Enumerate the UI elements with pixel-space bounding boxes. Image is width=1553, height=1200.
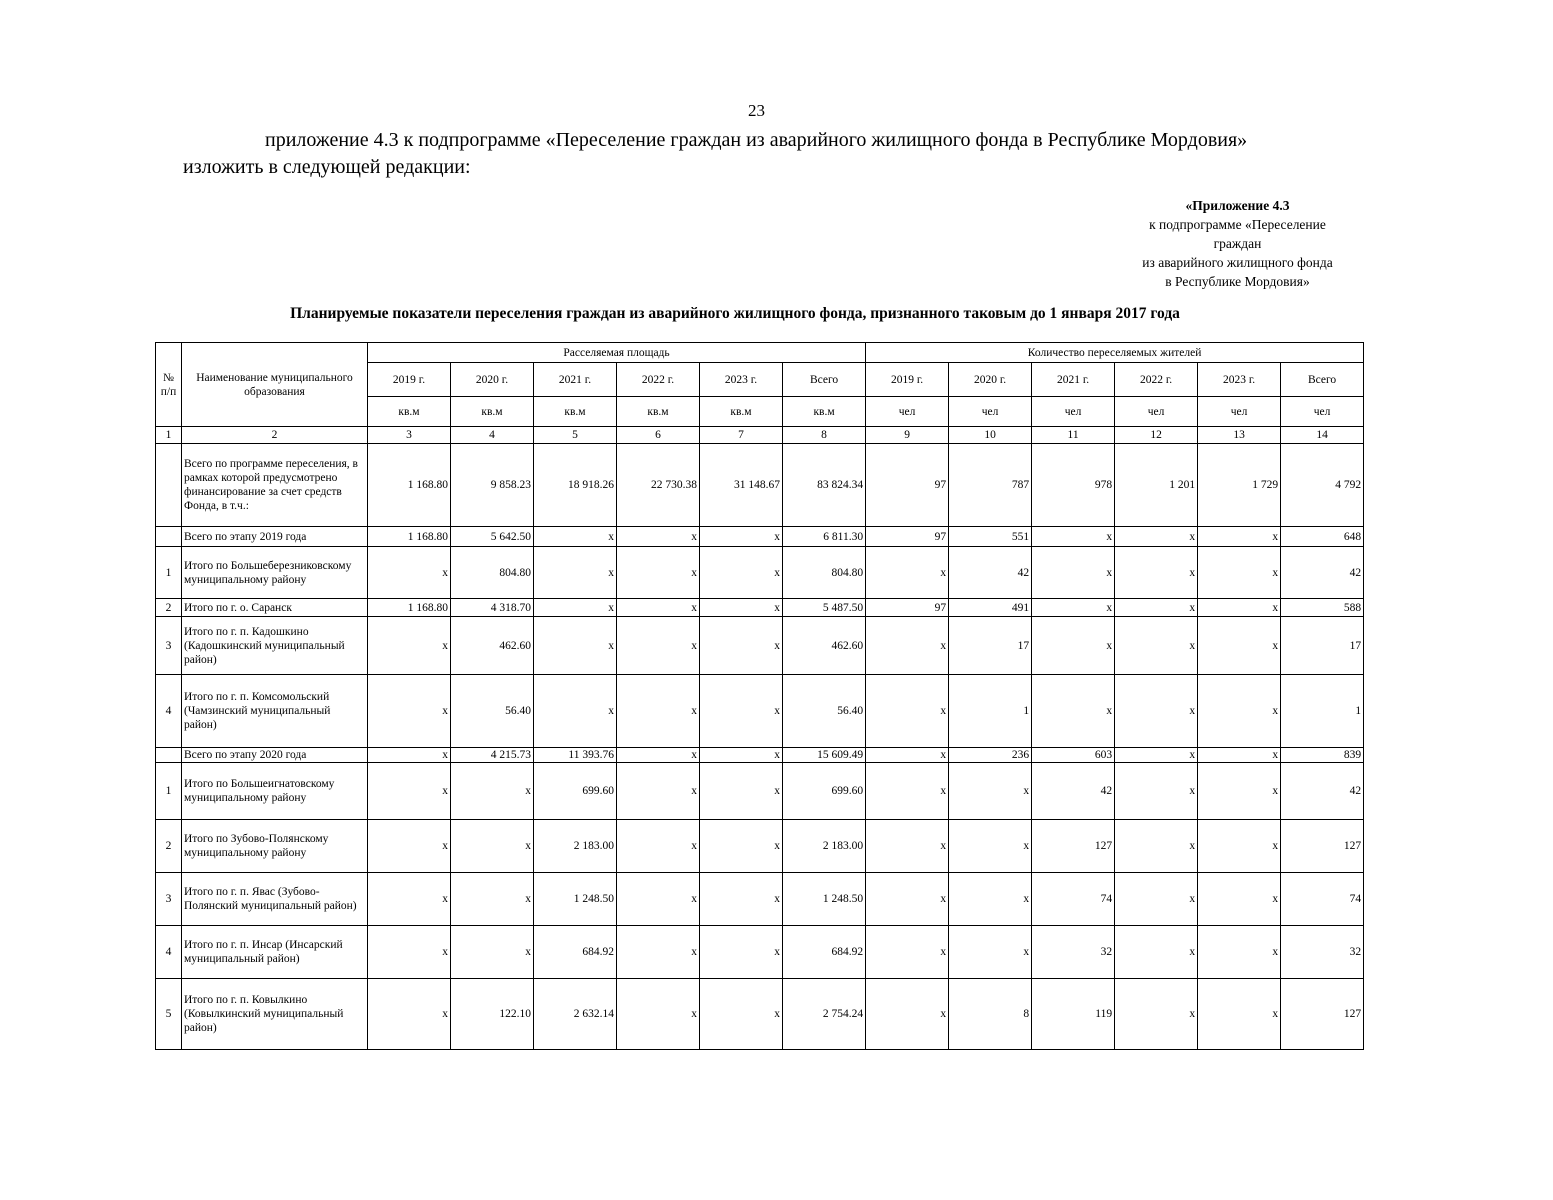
- resettlement-table: [155, 342, 1364, 1050]
- row-value: х: [1115, 748, 1198, 763]
- row-value: х: [1115, 926, 1198, 979]
- row-value: 2 632.14: [534, 979, 617, 1050]
- row-value: 1 248.50: [783, 873, 866, 926]
- header-year-cell: Всего: [1281, 363, 1364, 397]
- header-year-cell: 2019 г.: [866, 363, 949, 397]
- row-name: Итого по г. п. Кадошкино (Кадошкинский муниципальный район): [182, 617, 368, 675]
- row-value: х: [1198, 763, 1281, 820]
- row-value: х: [617, 617, 700, 675]
- row-value: 2 183.00: [783, 820, 866, 873]
- table-row: [156, 873, 1364, 926]
- row-value: х: [368, 748, 451, 763]
- row-value: х: [617, 675, 700, 748]
- row-value: х: [1198, 675, 1281, 748]
- row-value: 551: [949, 527, 1032, 547]
- table-row: [156, 763, 1364, 820]
- row-value: 1 168.80: [368, 527, 451, 547]
- row-name: Всего по программе переселения, в рамках которой предусмотрено финансирование за счет средств Фонда, в т.ч.:: [182, 444, 368, 527]
- header-column-number: 1: [156, 427, 182, 444]
- row-value: х: [1115, 820, 1198, 873]
- row-name: Итого по г. п. Комсомольский (Чамзинский муниципальный район): [182, 675, 368, 748]
- row-value: 4 792: [1281, 444, 1364, 527]
- row-value: 4 215.73: [451, 748, 534, 763]
- row-value: 15 609.49: [783, 748, 866, 763]
- row-value: х: [368, 873, 451, 926]
- row-value: 2 754.24: [783, 979, 866, 1050]
- intro-line-1: приложение 4.3 к подпрограмме «Переселение граждан из аварийного жилищного фонда в Республике Мордовия»: [265, 129, 1248, 151]
- row-value: х: [1115, 547, 1198, 599]
- row-value: 42: [1281, 763, 1364, 820]
- header-unit-cell: кв.м: [617, 397, 700, 427]
- intro-text: [183, 127, 1363, 181]
- row-value: х: [866, 748, 949, 763]
- row-value: 74: [1032, 873, 1115, 926]
- header-year-cell: 2020 г.: [949, 363, 1032, 397]
- row-name: Итого по Большеберезниковскому муниципальному району: [182, 547, 368, 599]
- row-value: х: [534, 547, 617, 599]
- header-column-number: 3: [368, 427, 451, 444]
- table-row: [156, 444, 1364, 527]
- row-value: х: [1198, 979, 1281, 1050]
- row-name: Итого по Большеигнатовскому муниципальному району: [182, 763, 368, 820]
- row-value: х: [866, 820, 949, 873]
- row-name: Итого по Зубово-Полянскому муниципальному району: [182, 820, 368, 873]
- header-year-cell: Всего: [783, 363, 866, 397]
- table-row: [156, 547, 1364, 599]
- row-value: 11 393.76: [534, 748, 617, 763]
- row-value: 462.60: [451, 617, 534, 675]
- row-value: 1 168.80: [368, 599, 451, 617]
- header-column-number: 5: [534, 427, 617, 444]
- row-value: х: [1032, 617, 1115, 675]
- row-value: х: [1115, 599, 1198, 617]
- row-value: 804.80: [783, 547, 866, 599]
- row-value: х: [700, 748, 783, 763]
- header-column-number: 8: [783, 427, 866, 444]
- row-value: х: [1115, 617, 1198, 675]
- row-value: 2 183.00: [534, 820, 617, 873]
- row-value: х: [866, 675, 949, 748]
- row-value: х: [700, 617, 783, 675]
- header-area-group: Расселяемая площадь: [368, 343, 866, 363]
- row-value: х: [1032, 547, 1115, 599]
- page-number: 23: [748, 101, 765, 120]
- row-value: 603: [1032, 748, 1115, 763]
- row-number: [156, 444, 182, 527]
- row-number: 3: [156, 873, 182, 926]
- row-value: 648: [1281, 527, 1364, 547]
- row-value: 83 824.34: [783, 444, 866, 527]
- row-value: х: [949, 820, 1032, 873]
- row-value: х: [866, 763, 949, 820]
- row-value: 8: [949, 979, 1032, 1050]
- row-value: 699.60: [534, 763, 617, 820]
- row-number: 1: [156, 547, 182, 599]
- row-value: 5 642.50: [451, 527, 534, 547]
- row-value: 588: [1281, 599, 1364, 617]
- row-value: х: [949, 926, 1032, 979]
- row-value: 56.40: [783, 675, 866, 748]
- row-value: 6 811.30: [783, 527, 866, 547]
- row-value: 97: [866, 599, 949, 617]
- row-value: х: [1032, 675, 1115, 748]
- row-value: х: [1115, 763, 1198, 820]
- header-unit-cell: чел: [1032, 397, 1115, 427]
- header-year-cell: 2019 г.: [368, 363, 451, 397]
- header-row-column-numbers: [156, 427, 1364, 444]
- row-value: х: [1198, 547, 1281, 599]
- row-value: 462.60: [783, 617, 866, 675]
- row-value: х: [866, 926, 949, 979]
- row-value: х: [368, 547, 451, 599]
- header-unit-cell: чел: [1115, 397, 1198, 427]
- row-name: Итого по г. о. Саранск: [182, 599, 368, 617]
- table-row: [156, 617, 1364, 675]
- row-value: х: [617, 527, 700, 547]
- row-number: [156, 748, 182, 763]
- row-value: х: [617, 873, 700, 926]
- row-value: 127: [1281, 979, 1364, 1050]
- row-value: х: [534, 617, 617, 675]
- row-value: 56.40: [451, 675, 534, 748]
- row-value: х: [451, 763, 534, 820]
- row-value: х: [866, 547, 949, 599]
- table-row: [156, 527, 1364, 547]
- header-column-number: 10: [949, 427, 1032, 444]
- intro-line-2: изложить в следующей редакции:: [183, 156, 471, 178]
- header-year-cell: 2021 г.: [534, 363, 617, 397]
- row-number: 3: [156, 617, 182, 675]
- row-value: х: [1032, 527, 1115, 547]
- header-year-cell: 2023 г.: [1198, 363, 1281, 397]
- header-unit-cell: кв.м: [783, 397, 866, 427]
- row-value: 97: [866, 527, 949, 547]
- row-value: 1: [949, 675, 1032, 748]
- row-value: х: [1198, 873, 1281, 926]
- row-number: 5: [156, 979, 182, 1050]
- row-value: х: [866, 617, 949, 675]
- row-value: 491: [949, 599, 1032, 617]
- row-value: х: [534, 527, 617, 547]
- row-value: 42: [1032, 763, 1115, 820]
- row-value: х: [700, 820, 783, 873]
- row-value: 31 148.67: [700, 444, 783, 527]
- row-value: х: [700, 873, 783, 926]
- appendix-line-3: из аварийного жилищного фонда: [1142, 255, 1333, 270]
- header-year-cell: 2022 г.: [617, 363, 700, 397]
- row-value: 17: [1281, 617, 1364, 675]
- table-row: [156, 675, 1364, 748]
- table-row: [156, 926, 1364, 979]
- row-value: х: [368, 763, 451, 820]
- header-year-cell: 2020 г.: [451, 363, 534, 397]
- header-unit-cell: кв.м: [368, 397, 451, 427]
- header-unit-cell: кв.м: [534, 397, 617, 427]
- row-number: 2: [156, 599, 182, 617]
- row-name: Всего по этапу 2019 года: [182, 527, 368, 547]
- row-value: 127: [1281, 820, 1364, 873]
- row-number: [156, 527, 182, 547]
- appendix-line-2: граждан: [1213, 236, 1262, 251]
- table-row: [156, 979, 1364, 1050]
- header-unit-cell: чел: [1281, 397, 1364, 427]
- row-value: х: [700, 527, 783, 547]
- row-value: 119: [1032, 979, 1115, 1050]
- header-year-cell: 2021 г.: [1032, 363, 1115, 397]
- row-value: х: [368, 820, 451, 873]
- row-value: х: [1115, 675, 1198, 748]
- appendix-heading: [1110, 196, 1365, 291]
- header-year-cell: 2022 г.: [1115, 363, 1198, 397]
- row-name: Итого по г. п. Инсар (Инсарский муниципальный район): [182, 926, 368, 979]
- row-value: х: [700, 675, 783, 748]
- row-value: х: [617, 599, 700, 617]
- row-number: 1: [156, 763, 182, 820]
- row-number: 2: [156, 820, 182, 873]
- header-column-number: 9: [866, 427, 949, 444]
- row-value: х: [1032, 599, 1115, 617]
- row-value: 9 858.23: [451, 444, 534, 527]
- row-value: 684.92: [534, 926, 617, 979]
- header-num: № п/п: [156, 343, 182, 427]
- row-value: 978: [1032, 444, 1115, 527]
- row-value: 42: [949, 547, 1032, 599]
- header-column-number: 14: [1281, 427, 1364, 444]
- row-value: х: [368, 675, 451, 748]
- header-column-number: 11: [1032, 427, 1115, 444]
- row-value: 1: [1281, 675, 1364, 748]
- row-value: 74: [1281, 873, 1364, 926]
- row-value: х: [617, 547, 700, 599]
- row-value: х: [451, 926, 534, 979]
- row-value: 97: [866, 444, 949, 527]
- header-name: Наименование муниципального образования: [182, 343, 368, 427]
- row-value: 4 318.70: [451, 599, 534, 617]
- row-value: 1 248.50: [534, 873, 617, 926]
- header-unit-cell: кв.м: [700, 397, 783, 427]
- row-value: х: [700, 926, 783, 979]
- row-value: х: [368, 979, 451, 1050]
- header-year-cell: 2023 г.: [700, 363, 783, 397]
- header-row-groups: [156, 343, 1364, 363]
- row-number: 4: [156, 675, 182, 748]
- row-value: х: [1115, 873, 1198, 926]
- header-unit-cell: чел: [1198, 397, 1281, 427]
- header-column-number: 13: [1198, 427, 1281, 444]
- header-column-number: 2: [182, 427, 368, 444]
- table-row: [156, 820, 1364, 873]
- row-value: х: [368, 926, 451, 979]
- row-value: 22 730.38: [617, 444, 700, 527]
- row-value: 787: [949, 444, 1032, 527]
- row-value: х: [866, 873, 949, 926]
- row-value: 1 168.80: [368, 444, 451, 527]
- row-value: х: [1115, 527, 1198, 547]
- row-value: х: [949, 763, 1032, 820]
- row-value: х: [1198, 748, 1281, 763]
- row-value: х: [368, 617, 451, 675]
- table-title: Планируемые показатели переселения граждан из аварийного жилищного фонда, признанного таковым до 1 января 2017 года: [290, 305, 1180, 322]
- row-value: х: [700, 547, 783, 599]
- row-value: х: [1198, 527, 1281, 547]
- row-value: 17: [949, 617, 1032, 675]
- header-unit-cell: кв.м: [451, 397, 534, 427]
- header-column-number: 7: [700, 427, 783, 444]
- row-value: х: [700, 763, 783, 820]
- row-value: 699.60: [783, 763, 866, 820]
- row-value: х: [866, 979, 949, 1050]
- row-value: х: [1198, 599, 1281, 617]
- appendix-title: «Приложение 4.3: [1185, 198, 1290, 213]
- row-value: х: [617, 763, 700, 820]
- row-value: х: [534, 599, 617, 617]
- row-value: х: [1198, 926, 1281, 979]
- row-value: 804.80: [451, 547, 534, 599]
- row-value: 32: [1281, 926, 1364, 979]
- row-value: х: [617, 748, 700, 763]
- row-value: х: [1115, 979, 1198, 1050]
- row-value: х: [700, 979, 783, 1050]
- header-unit-cell: чел: [949, 397, 1032, 427]
- row-value: х: [451, 873, 534, 926]
- row-value: 684.92: [783, 926, 866, 979]
- row-name: Итого по г. п. Ковылкино (Ковылкинский муниципальный район): [182, 979, 368, 1050]
- header-people-group: Количество переселяемых жителей: [866, 343, 1364, 363]
- row-value: х: [617, 926, 700, 979]
- row-value: 32: [1032, 926, 1115, 979]
- header-column-number: 12: [1115, 427, 1198, 444]
- appendix-line-4: в Республике Мордовия»: [1165, 274, 1310, 289]
- table-row: [156, 748, 1364, 763]
- row-value: 42: [1281, 547, 1364, 599]
- row-value: х: [617, 979, 700, 1050]
- row-value: 1 729: [1198, 444, 1281, 527]
- row-value: х: [700, 599, 783, 617]
- row-value: 839: [1281, 748, 1364, 763]
- row-value: 236: [949, 748, 1032, 763]
- header-unit-cell: чел: [866, 397, 949, 427]
- header-column-number: 4: [451, 427, 534, 444]
- row-value: х: [617, 820, 700, 873]
- row-name: Всего по этапу 2020 года: [182, 748, 368, 763]
- header-column-number: 6: [617, 427, 700, 444]
- row-value: х: [1198, 617, 1281, 675]
- row-value: 5 487.50: [783, 599, 866, 617]
- row-name: Итого по г. п. Явас (Зубово-Полянский муниципальный район): [182, 873, 368, 926]
- row-value: х: [451, 820, 534, 873]
- row-value: 127: [1032, 820, 1115, 873]
- row-value: 18 918.26: [534, 444, 617, 527]
- row-value: 122.10: [451, 979, 534, 1050]
- appendix-line-1: к подпрограмме «Переселение: [1149, 217, 1326, 232]
- row-value: х: [534, 675, 617, 748]
- row-value: 1 201: [1115, 444, 1198, 527]
- row-number: 4: [156, 926, 182, 979]
- row-value: х: [1198, 820, 1281, 873]
- table-row: [156, 599, 1364, 617]
- row-value: х: [949, 873, 1032, 926]
